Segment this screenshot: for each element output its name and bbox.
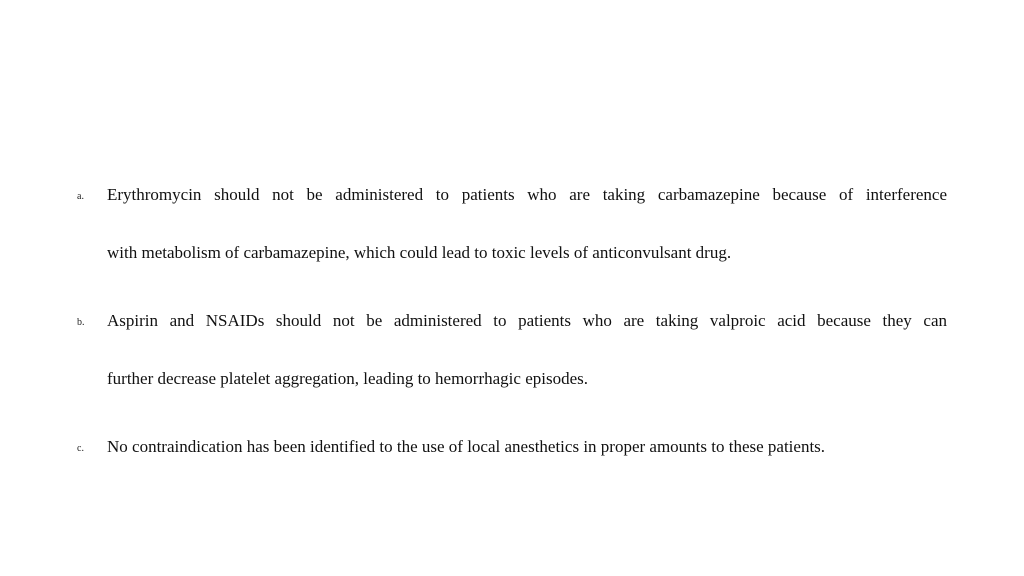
list-item-text bbox=[107, 292, 947, 408]
text-line: No contraindication has been identified to the use of local anesthetics in proper amounts to these patients. bbox=[107, 437, 826, 456]
text-line: further decrease platelet aggregation, leading to hemorrhagic episodes. bbox=[107, 369, 588, 388]
list-marker: a. bbox=[77, 191, 84, 202]
text-line: Aspirin and NSAIDs should not be administered to patients who are taking valproic acid because they can bbox=[107, 311, 947, 330]
list-marker: b. bbox=[77, 317, 85, 328]
list-marker: c. bbox=[77, 443, 84, 454]
list-item-text bbox=[107, 166, 947, 282]
text-line: with metabolism of carbamazepine, which could lead to toxic levels of anticonvulsant drug. bbox=[107, 243, 732, 262]
text-line: Erythromycin should not be administered to patients who are taking carbamazepine because of interference bbox=[107, 185, 947, 204]
list-item-text bbox=[107, 418, 967, 476]
